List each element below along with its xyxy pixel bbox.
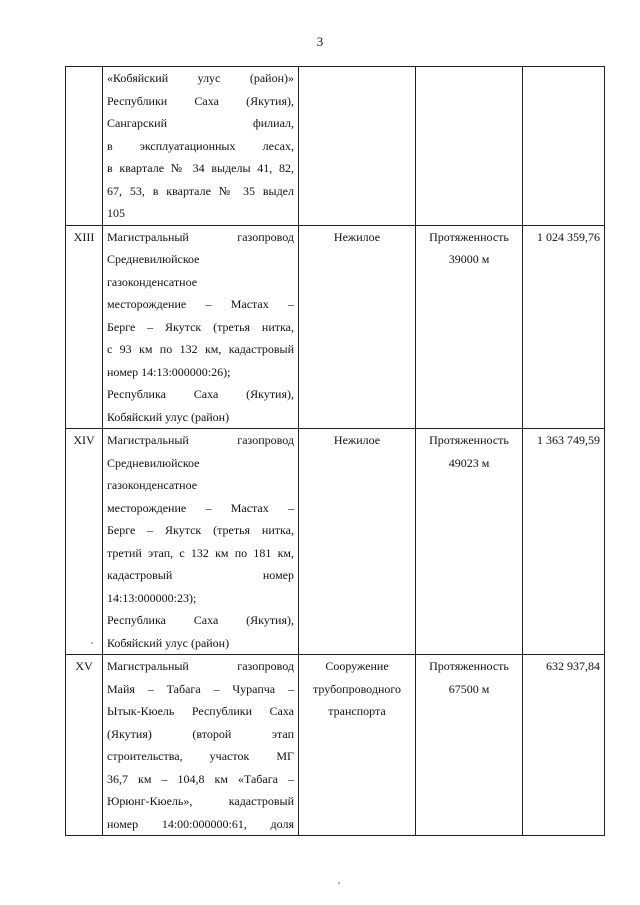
purpose-line: трубопроводного [313, 681, 401, 696]
purpose-line: Сооружение [325, 659, 389, 673]
description-line: (Якутия) (второй этап [107, 726, 294, 741]
extent-label: Протяженность [429, 659, 509, 673]
purpose-line: транспорта [328, 704, 386, 718]
description-cell [103, 655, 299, 836]
description-line: строительства, участок МГ [107, 749, 294, 763]
description-line: Берге – Якутск (третья нитка, [107, 523, 294, 537]
extent-label: Протяженность [429, 433, 509, 447]
description-line: Кобяйский улус (район) [107, 635, 230, 650]
row-number-cell [66, 67, 103, 226]
row-number-cell: XIII [66, 225, 103, 429]
page-number: 3 [316, 34, 324, 49]
description-line: Магистральный газопровод [107, 659, 294, 673]
extent-cell [416, 429, 523, 655]
cost-cell: 1 024 359,76 [523, 225, 605, 429]
extent-value: 39000 м [448, 252, 490, 266]
description-line: Кобяйский улус (район) [107, 409, 230, 424]
description-cell [103, 67, 299, 226]
purpose-cell [299, 429, 416, 655]
purpose-cell [299, 67, 416, 226]
extent-cell [416, 67, 523, 226]
purpose-line: Нежилое [333, 229, 381, 244]
description-line: кадастровый номер [107, 568, 294, 582]
description-line: месторождение – Мастах – [107, 500, 294, 515]
purpose-cell [299, 655, 416, 836]
cost-cell: 1 363 749,59 [523, 429, 605, 655]
extent-value: 49023 м [448, 455, 490, 470]
scan-speck [91, 642, 93, 644]
extent-value: 67500 м [448, 681, 490, 696]
description-line: Юрюнг-Кюель», кадастровый [107, 794, 294, 808]
description-line: Магистральный газопровод [107, 433, 294, 447]
description-line: в эксплуатационных лесах, [107, 138, 294, 153]
description-line: с 93 км по 132 км, кадастровый [107, 342, 294, 356]
row-number-cell: XIV [66, 429, 103, 655]
purpose-cell [299, 225, 416, 429]
extent-label: Протяженность [429, 229, 509, 244]
description-line: Берге – Якутск (третья нитка, [107, 319, 294, 334]
description-cell [103, 429, 299, 655]
table-row [66, 67, 605, 226]
cost-cell [523, 67, 605, 226]
description-line: Ытык-Кюель Республики Саха [107, 704, 294, 718]
description-line: в квартале № 34 выделы 41, 82, [107, 161, 294, 175]
description-line: третий этап, с 132 км по 181 км, [107, 545, 294, 560]
row-number-cell: XV [66, 655, 103, 836]
description-cell [103, 225, 299, 429]
description-line: газоконденсатное [107, 274, 198, 289]
description-line: газоконденсатное [107, 478, 198, 492]
extent-cell [416, 225, 523, 429]
description-line: Сангарский филиал, [107, 116, 294, 130]
scan-speck [338, 882, 340, 884]
description-line: Магистральный газопровод [107, 229, 294, 244]
description-line: номер 14:00:000000:61, доля [107, 816, 294, 831]
description-line: 14:13:000000:23); [107, 590, 197, 605]
description-line: Майя – Табага – Чурапча – [107, 681, 294, 696]
description-line: 105 [107, 206, 125, 220]
table-row [66, 429, 605, 655]
description-line: Республики Саха (Якутия), [107, 93, 294, 108]
property-table [65, 66, 605, 836]
description-line: Средневилюйское [107, 455, 200, 470]
table-row [66, 655, 605, 836]
description-line: Республика Саха (Якутия), [107, 387, 294, 401]
description-line: 67, 53, в квартале № 35 выдел [107, 183, 294, 198]
cost-cell: 632 937,84 [523, 655, 605, 836]
description-line: месторождение – Мастах – [107, 297, 294, 311]
description-line: номер 14:13:000000:26); [107, 364, 231, 379]
description-line: Средневилюйское [107, 252, 200, 266]
table-row [66, 225, 605, 429]
description-line: Республика Саха (Якутия), [107, 613, 294, 627]
purpose-line: Нежилое [333, 433, 381, 447]
description-line: 36,7 км – 104,8 км «Табага – [107, 771, 294, 786]
extent-cell [416, 655, 523, 836]
description-line: «Кобяйский улус (район)» [107, 71, 294, 85]
